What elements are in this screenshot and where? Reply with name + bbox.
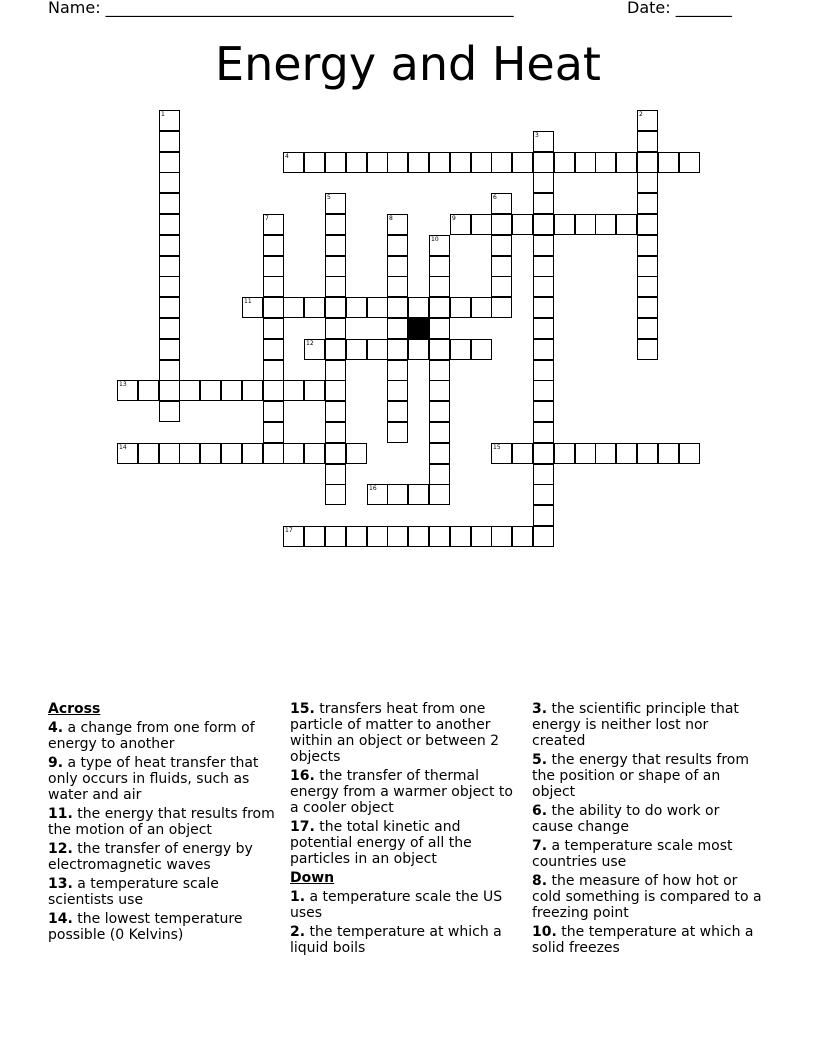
grid-cell[interactable] [263, 401, 284, 422]
clue-text: a change from one form of energy to another [48, 720, 255, 752]
grid-cell[interactable] [367, 339, 388, 360]
grid-cell[interactable] [658, 152, 679, 173]
grid-cell[interactable] [117, 443, 138, 464]
clue-number: 12. [48, 841, 73, 857]
clue-text: the temperature at which a liquid boils [290, 924, 502, 956]
down-clue [290, 889, 518, 921]
grid-cell[interactable] [387, 152, 408, 173]
grid-cell[interactable] [159, 401, 180, 422]
grid-cell[interactable] [159, 172, 180, 193]
grid-cell[interactable] [533, 464, 554, 485]
across-clue [290, 768, 518, 816]
grid-cell[interactable] [325, 526, 346, 547]
clue-column-1 [48, 701, 276, 946]
grid-cell[interactable] [367, 526, 388, 547]
grid-cell[interactable] [159, 110, 180, 131]
grid-cell[interactable] [263, 256, 284, 277]
grid-cell[interactable] [554, 443, 575, 464]
grid-cell[interactable] [179, 380, 200, 401]
grid-cell[interactable] [429, 276, 450, 297]
grid-cell[interactable] [159, 380, 180, 401]
across-clue [290, 701, 518, 765]
grid-cell[interactable] [450, 297, 471, 318]
grid-cell[interactable] [325, 422, 346, 443]
grid-cell[interactable] [408, 339, 429, 360]
grid-cell[interactable] [429, 360, 450, 381]
grid-cell[interactable] [325, 152, 346, 173]
grid-cell[interactable] [367, 484, 388, 505]
cell-number: 7 [265, 215, 269, 222]
grid-cell[interactable] [637, 131, 658, 152]
grid-cell[interactable] [283, 152, 304, 173]
grid-cell[interactable] [283, 297, 304, 318]
clue-number: 10. [532, 924, 557, 940]
grid-cell[interactable] [242, 297, 263, 318]
clue-text: the temperature at which a solid freezes [532, 924, 754, 956]
grid-cell[interactable] [387, 339, 408, 360]
grid-cell[interactable] [429, 484, 450, 505]
grid-cell[interactable] [242, 443, 263, 464]
clue-text: the transfer of thermal energy from a warmer object to a cooler object [290, 768, 513, 816]
grid-cell[interactable] [304, 443, 325, 464]
grid-cell[interactable] [304, 297, 325, 318]
grid-cell[interactable] [637, 318, 658, 339]
grid-cell[interactable] [616, 443, 637, 464]
grid-cell[interactable] [658, 443, 679, 464]
grid-cell[interactable] [637, 276, 658, 297]
cell-number: 2 [639, 111, 643, 118]
grid-cell[interactable] [450, 152, 471, 173]
grid-cell[interactable] [325, 401, 346, 422]
across-clue [48, 876, 276, 908]
grid-cell[interactable] [533, 172, 554, 193]
clue-text: a type of heat transfer that only occurs in fluids, such as water and air [48, 755, 259, 803]
grid-cell[interactable] [325, 464, 346, 485]
grid-cell[interactable] [159, 131, 180, 152]
grid-cell[interactable] [533, 276, 554, 297]
grid-cell[interactable] [159, 193, 180, 214]
across-clue [48, 911, 276, 943]
grid-cell[interactable] [512, 526, 533, 547]
grid-cell[interactable] [491, 276, 512, 297]
across-clue [48, 720, 276, 752]
grid-cell[interactable] [637, 297, 658, 318]
clue-text: the total kinetic and potential energy of all the particles in an object [290, 819, 472, 867]
grid-cell[interactable] [637, 235, 658, 256]
clue-number: 11. [48, 806, 73, 822]
grid-cell[interactable] [159, 318, 180, 339]
grid-cell[interactable] [491, 152, 512, 173]
grid-cell[interactable] [471, 214, 492, 235]
grid-cell[interactable] [283, 526, 304, 547]
grid-cell[interactable] [387, 214, 408, 235]
cell-number: 10 [431, 236, 439, 243]
down-clue [290, 924, 518, 956]
grid-cell[interactable] [387, 256, 408, 277]
grid-cell[interactable] [325, 256, 346, 277]
page-title: Energy and Heat [215, 37, 601, 91]
grid-cell[interactable] [429, 380, 450, 401]
grid-cell[interactable] [138, 443, 159, 464]
clue-number: 2. [290, 924, 306, 940]
grid-cell[interactable] [637, 110, 658, 131]
grid-cell[interactable] [325, 484, 346, 505]
grid-cell[interactable] [325, 318, 346, 339]
grid-cell[interactable] [450, 214, 471, 235]
clue-text: the measure of how hot or cold something is compared to a freezing point [532, 873, 762, 921]
grid-cell[interactable] [491, 235, 512, 256]
grid-cell[interactable] [533, 297, 554, 318]
cell-number: 6 [493, 194, 497, 201]
grid-cell[interactable] [471, 152, 492, 173]
grid-cell[interactable] [325, 235, 346, 256]
grid-cell[interactable] [304, 380, 325, 401]
grid-cell[interactable] [471, 339, 492, 360]
grid-cell[interactable] [533, 360, 554, 381]
cell-number: 8 [389, 215, 393, 222]
grid-cell[interactable] [263, 318, 284, 339]
cell-number: 11 [244, 298, 252, 305]
across-clue [290, 819, 518, 867]
clue-text: the energy that results from the motion of an object [48, 806, 275, 838]
grid-cell[interactable] [200, 443, 221, 464]
grid-cell[interactable] [637, 443, 658, 464]
grid-cell[interactable] [450, 526, 471, 547]
cell-number: 14 [119, 444, 127, 451]
grid-cell[interactable] [491, 526, 512, 547]
down-clue [532, 873, 764, 921]
cell-number: 16 [369, 485, 377, 492]
cell-number: 13 [119, 381, 127, 388]
grid-cell[interactable] [263, 276, 284, 297]
grid-cell[interactable] [450, 339, 471, 360]
clue-column-3 [532, 701, 764, 959]
grid-cell[interactable] [159, 235, 180, 256]
grid-cell[interactable] [325, 360, 346, 381]
grid-cell[interactable] [179, 443, 200, 464]
grid-cell[interactable] [512, 152, 533, 173]
grid-cell[interactable] [429, 152, 450, 173]
clue-number: 15. [290, 701, 315, 717]
grid-cell[interactable] [367, 297, 388, 318]
cell-number: 17 [285, 527, 293, 534]
grid-cell[interactable] [387, 360, 408, 381]
clue-text: transfers heat from one particle of matter to another within an object or between 2 objects [290, 701, 500, 765]
clue-text: a temperature scale most countries use [532, 838, 733, 870]
grid-cell[interactable] [387, 380, 408, 401]
grid-cell[interactable] [117, 380, 138, 401]
down-clue [532, 924, 764, 956]
grid-cell[interactable] [263, 422, 284, 443]
grid-cell[interactable] [263, 380, 284, 401]
grid-cell[interactable] [346, 152, 367, 173]
grid-cell[interactable] [533, 131, 554, 152]
grid-cell[interactable] [325, 193, 346, 214]
grid-cell[interactable] [159, 256, 180, 277]
clue-text: the transfer of energy by electromagnetic waves [48, 841, 253, 873]
grid-cell[interactable] [533, 256, 554, 277]
grid-cell[interactable] [221, 380, 242, 401]
grid-cell[interactable] [325, 214, 346, 235]
grid-cell[interactable] [429, 339, 450, 360]
grid-cell[interactable] [533, 526, 554, 547]
grid-cell[interactable] [533, 422, 554, 443]
grid-cell[interactable] [408, 484, 429, 505]
down-clue [532, 701, 764, 749]
grid-cell[interactable] [263, 443, 284, 464]
grid-cell[interactable] [533, 339, 554, 360]
grid-cell[interactable] [346, 297, 367, 318]
grid-cell[interactable] [533, 318, 554, 339]
grid-cell[interactable] [533, 214, 554, 235]
clue-number: 16. [290, 768, 315, 784]
grid-cell[interactable] [429, 318, 450, 339]
grid-cell[interactable] [533, 235, 554, 256]
grid-cell[interactable] [159, 214, 180, 235]
grid-cell[interactable] [429, 422, 450, 443]
name-field[interactable]: Name: ___________________________________________________ [48, 0, 514, 17]
clue-text: a temperature scale scientists use [48, 876, 219, 908]
grid-cell[interactable] [637, 339, 658, 360]
clue-text: the scientific principle that energy is neither lost nor created [532, 701, 739, 749]
grid-cell[interactable] [159, 360, 180, 381]
grid-cell[interactable] [242, 380, 263, 401]
clue-number: 4. [48, 720, 64, 736]
grid-cell[interactable] [159, 443, 180, 464]
across-clue [48, 841, 276, 873]
clue-text: the energy that results from the position or shape of an object [532, 752, 749, 800]
grid-cell[interactable] [263, 339, 284, 360]
grid-cell[interactable] [637, 214, 658, 235]
grid-cell[interactable] [387, 422, 408, 443]
grid-cell[interactable] [283, 380, 304, 401]
grid-cell[interactable] [263, 235, 284, 256]
clue-number: 6. [532, 803, 548, 819]
grid-cell[interactable] [367, 152, 388, 173]
grid-cell[interactable] [408, 297, 429, 318]
grid-cell[interactable] [533, 380, 554, 401]
clue-number: 9. [48, 755, 64, 771]
across-heading: Across [48, 701, 101, 717]
cell-number: 3 [535, 132, 539, 139]
grid-cell[interactable] [429, 297, 450, 318]
grid-cell[interactable] [429, 256, 450, 277]
grid-cell[interactable] [325, 297, 346, 318]
grid-cell[interactable] [429, 526, 450, 547]
clue-number: 1. [290, 889, 306, 905]
grid-cell[interactable] [491, 443, 512, 464]
clue-number: 3. [532, 701, 548, 717]
grid-cell[interactable] [533, 484, 554, 505]
grid-cell[interactable] [387, 235, 408, 256]
grid-cell[interactable] [304, 526, 325, 547]
grid-cell[interactable] [263, 360, 284, 381]
grid-cell[interactable] [408, 526, 429, 547]
grid-cell[interactable] [159, 297, 180, 318]
down-heading: Down [290, 870, 335, 886]
cell-number: 5 [327, 194, 331, 201]
down-clue [532, 752, 764, 800]
grid-cell[interactable] [512, 214, 533, 235]
grid-cell[interactable] [533, 401, 554, 422]
grid-cell[interactable] [616, 214, 637, 235]
grid-cell[interactable] [491, 256, 512, 277]
clue-number: 13. [48, 876, 73, 892]
grid-cell[interactable] [325, 443, 346, 464]
grid-cell[interactable] [471, 297, 492, 318]
grid-cell[interactable] [533, 505, 554, 526]
cell-number: 1 [161, 111, 165, 118]
grid-cell[interactable] [595, 443, 616, 464]
grid-cell[interactable] [304, 152, 325, 173]
grid-cell[interactable] [408, 152, 429, 173]
down-clue [532, 803, 764, 835]
clue-number: 8. [532, 873, 548, 889]
grid-cell[interactable] [429, 464, 450, 485]
grid-cell[interactable] [616, 152, 637, 173]
grid-cell[interactable] [533, 152, 554, 173]
grid-cell[interactable] [387, 318, 408, 339]
grid-cell[interactable] [387, 484, 408, 505]
across-clue [48, 806, 276, 838]
date-field[interactable]: Date: _______ [627, 0, 732, 17]
grid-cell[interactable] [575, 214, 596, 235]
grid-cell[interactable] [491, 297, 512, 318]
grid-cell[interactable] [512, 443, 533, 464]
cell-number: 15 [493, 444, 501, 451]
grid-cell[interactable] [387, 401, 408, 422]
grid-cell[interactable] [637, 152, 658, 173]
grid-cell[interactable] [346, 526, 367, 547]
grid-cell[interactable] [325, 276, 346, 297]
grid-cell[interactable] [595, 214, 616, 235]
grid-cell[interactable] [595, 152, 616, 173]
grid-cell[interactable] [533, 443, 554, 464]
grid-cell[interactable] [429, 443, 450, 464]
grid-cell[interactable] [429, 401, 450, 422]
black-square [408, 318, 429, 339]
grid-cell[interactable] [387, 276, 408, 297]
grid-cell[interactable] [159, 152, 180, 173]
grid-cell[interactable] [637, 172, 658, 193]
grid-cell[interactable] [325, 339, 346, 360]
grid-cell[interactable] [575, 443, 596, 464]
grid-cell[interactable] [575, 152, 596, 173]
grid-cell[interactable] [263, 297, 284, 318]
down-clue [532, 838, 764, 870]
cell-number: 12 [306, 340, 314, 347]
grid-cell[interactable] [387, 297, 408, 318]
grid-cell[interactable] [221, 443, 242, 464]
clue-number: 5. [532, 752, 548, 768]
clue-column-2 [290, 701, 518, 959]
grid-cell[interactable] [325, 380, 346, 401]
grid-cell[interactable] [346, 339, 367, 360]
across-clue [48, 755, 276, 803]
cell-number: 9 [452, 215, 456, 222]
grid-cell[interactable] [533, 193, 554, 214]
clue-number: 7. [532, 838, 548, 854]
grid-cell[interactable] [159, 339, 180, 360]
grid-cell[interactable] [138, 380, 159, 401]
grid-cell[interactable] [346, 443, 367, 464]
grid-cell[interactable] [637, 256, 658, 277]
grid-cell[interactable] [491, 193, 512, 214]
clue-text: the ability to do work or cause change [532, 803, 720, 835]
grid-cell[interactable] [159, 276, 180, 297]
cell-number: 4 [285, 153, 289, 160]
clue-text: the lowest temperature possible (0 Kelvins) [48, 911, 243, 943]
clue-number: 14. [48, 911, 73, 927]
grid-cell[interactable] [387, 526, 408, 547]
clue-number: 17. [290, 819, 315, 835]
grid-cell[interactable] [491, 214, 512, 235]
clue-text: a temperature scale the US uses [290, 889, 503, 921]
grid-cell[interactable] [263, 214, 284, 235]
grid-cell[interactable] [554, 152, 575, 173]
grid-cell[interactable] [200, 380, 221, 401]
grid-cell[interactable] [283, 443, 304, 464]
grid-cell[interactable] [471, 526, 492, 547]
grid-cell[interactable] [679, 152, 700, 173]
grid-cell[interactable] [679, 443, 700, 464]
grid-cell[interactable] [429, 235, 450, 256]
grid-cell[interactable] [637, 193, 658, 214]
grid-cell[interactable] [554, 214, 575, 235]
grid-cell[interactable] [304, 339, 325, 360]
